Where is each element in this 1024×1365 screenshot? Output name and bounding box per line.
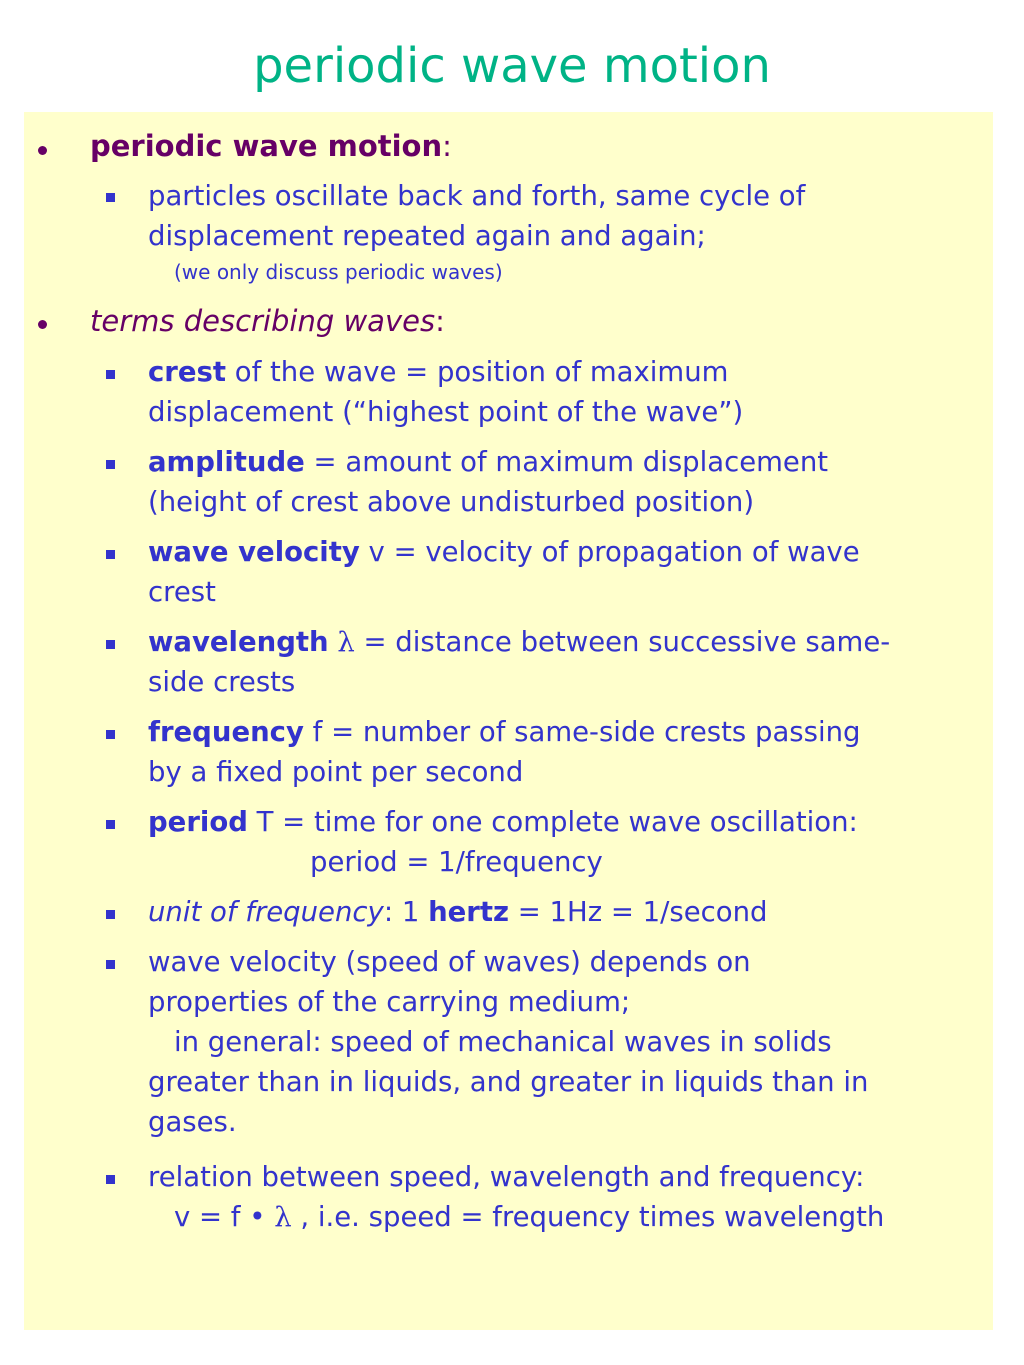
heading-colon: :: [442, 129, 452, 163]
list-item-amplitude: [148, 442, 978, 522]
heading-term: terms describing waves: [90, 304, 436, 338]
item-text: = 1Hz = 1/second: [509, 896, 768, 928]
item-line: displacement (“highest point of the wave”): [148, 396, 744, 428]
item-line: properties of the carrying medium;: [148, 986, 631, 1018]
multiply-dot: •: [249, 1201, 266, 1233]
lambda-symbol: λ: [265, 1201, 301, 1233]
item-text: = distance between successive same-: [354, 626, 891, 658]
bullet-square: [106, 820, 115, 829]
list-item-wavelength: [148, 622, 978, 702]
list-item-frequency: [148, 712, 978, 792]
list-item-relation: [148, 1157, 978, 1237]
item-text: = amount of maximum displacement: [304, 446, 829, 478]
section-heading-terms: [90, 301, 445, 341]
bullet-square: [106, 1175, 115, 1184]
heading-colon: :: [435, 304, 445, 338]
bullet-square: [106, 910, 115, 919]
item-text: T = time for one complete wave oscillation:: [247, 806, 858, 838]
bullet-dot: [38, 320, 47, 329]
term-wave-velocity: wave velocity: [148, 536, 360, 568]
item-line: side crests: [148, 666, 296, 698]
item-line: relation between speed, wavelength and frequency:: [148, 1161, 865, 1193]
term-wavelength: wavelength: [148, 626, 329, 658]
bullet-square: [106, 460, 115, 469]
item-line: greater than in liquids, and greater in liquids than in: [148, 1066, 869, 1098]
list-item-wave-velocity: [148, 532, 978, 612]
item-line: crest: [148, 576, 216, 608]
item-text: f = number of same-side crests passing: [303, 716, 861, 748]
item-line: gases.: [148, 1106, 237, 1138]
bullet-square: [106, 730, 115, 739]
term-frequency: frequency: [148, 716, 304, 748]
list-item-oscillation: [148, 176, 978, 256]
bullet-square: [106, 550, 115, 559]
list-item-period: [148, 802, 978, 882]
term-amplitude: amplitude: [148, 446, 305, 478]
item-line: displacement repeated again and again;: [148, 220, 706, 252]
list-item-unit-of-frequency: [148, 892, 978, 932]
period-formula: period = 1/frequency: [310, 846, 603, 878]
item-line: particles oscillate back and forth, same cycle of: [148, 180, 806, 212]
heading-term: periodic wave motion: [90, 129, 443, 163]
item-line: in general: speed of mechanical waves in solids: [174, 1026, 832, 1058]
list-item-medium: [148, 942, 978, 1142]
bullet-square: [106, 640, 115, 649]
item-line: (height of crest above undisturbed position): [148, 486, 755, 518]
bullet-square: [106, 193, 115, 202]
list-item-crest: [148, 352, 978, 432]
item-line: wave velocity (speed of waves) depends on: [148, 946, 751, 978]
item-text: of the wave = position of maximum: [226, 356, 729, 388]
relation-formula: v = f • λ , i.e. speed = frequency times wavelength: [174, 1201, 885, 1233]
unit-label: unit of frequency: [148, 896, 384, 928]
page-title: periodic wave motion: [253, 38, 771, 94]
bullet-square: [106, 370, 115, 379]
note-text: (we only discuss periodic waves): [174, 260, 503, 284]
item-line: by a fixed point per second: [148, 756, 524, 788]
lambda-symbol: λ: [328, 626, 355, 658]
bullet-square: [106, 960, 115, 969]
bullet-dot: [38, 146, 47, 155]
term-crest: crest: [148, 356, 227, 388]
term-period: period: [148, 806, 248, 838]
section-heading-periodic-wave-motion: [90, 126, 452, 166]
term-hertz: hertz: [428, 896, 510, 928]
item-text: v = velocity of propagation of wave: [359, 536, 860, 568]
item-text: : 1: [383, 896, 429, 928]
